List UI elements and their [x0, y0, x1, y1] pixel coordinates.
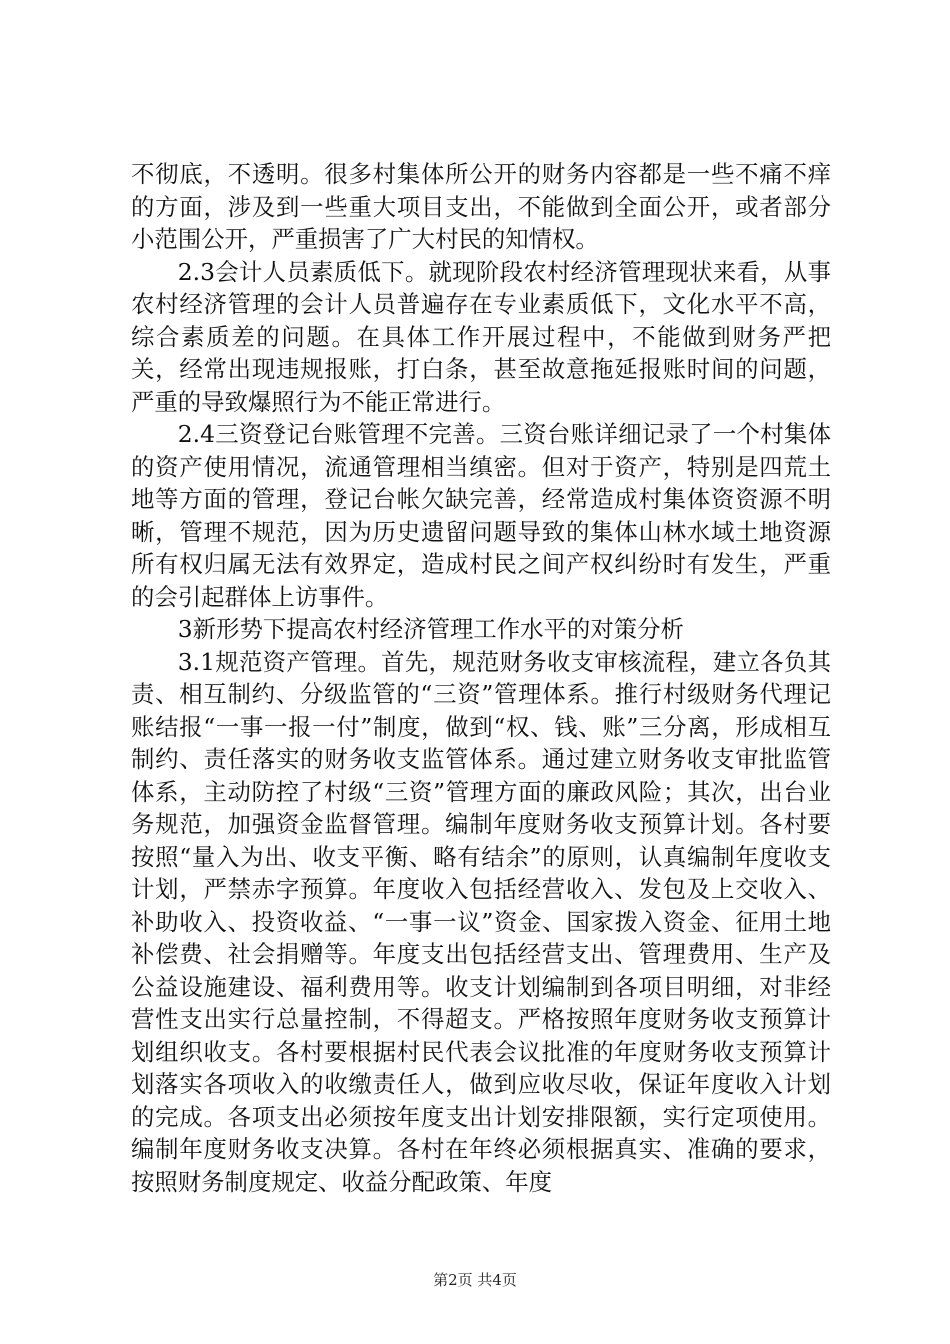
document-body: [131, 158, 831, 1198]
paragraph-continuation: 不彻底，不透明。很多村集体所公开的财务内容都是一些不痛不痒的方面，涉及到一些重大项目支出，不能做到全面公开，或者部分小范围公开，严重损害了广大村民的知情权。: [131, 160, 831, 253]
page-footer: [0, 1270, 950, 1290]
paragraph-section-2-3: 2.3会计人员素质低下。就现阶段农村经济管理现状来看，从事农村经济管理的会计人员普遍存在专业素质低下，文化水平不高，综合素质差的问题。在具体工作开展过程中，不能做到财务严把关，经常出现违规报账，打白条，甚至故意拖延报账时间的问题，严重的导致爆照行为不能正常进行。: [131, 257, 831, 416]
paragraph-section-2-4: 2.4三资登记台账管理不完善。三资台账详细记录了一个村集体的资产使用情况，流通管理相当缜密。但对于资产，特别是四荒土地等方面的管理，登记台帐欠缺完善，经常造成村集体资资源不明晰，管理不规范，因为历史遗留问题导致的集体山林水域土地资源所有权归属无法有效界定，造成村民之间产权纠纷时有发生，严重的会引起群体上访事件。: [131, 420, 831, 611]
section-heading-3: 3新形势下提高农村经济管理工作水平的对策分析: [177, 615, 684, 643]
page-number-label: 第2页 共4页: [433, 1271, 517, 1289]
paragraph-section-3-1: 3.1规范资产管理。首先，规范财务收支审核流程，建立各负其责、相互制约、分级监管的“三资”管理体系。推行村级财务代理记账结报“一事一报一付”制度，做到“权、钱、账”三分离，形成相互制约、责任落实的财务收支监管体系。通过建立财务收支审批监管体系，主动防控了村级“三资”管理方面的廉政风险；其次，出台业务规范，加强资金监督管理。编制年度财务收支预算计划。各村要按照“量入为出、收支平衡、略有结余”的原则，认真编制年度收支计划，严禁赤字预算。年度收入包括经营收入、发包及上交收入、补助收入、投资收益、“一事一议”资金、国家拨入资金、征用土地补偿费、社会捐赠等。年度支出包括经营支出、管理费用、生产及公益设施建设、福利费用等。收支计划编制到各项目明细，对非经营性支出实行总量控制，不得超支。严格按照年度财务收支预算计划组织收支。各村要根据村民代表会议批准的年度财务收支预算计划落实各项收入的收缴责任人，做到应收尽收，保证年度收入计划的完成。各项支出必须按年度支出计划安排限额，实行定项使用。编制年度财务收支决算。各村在年终必须根据真实、准确的要求，按照财务制度规定、收益分配政策、年度: [131, 647, 831, 1196]
